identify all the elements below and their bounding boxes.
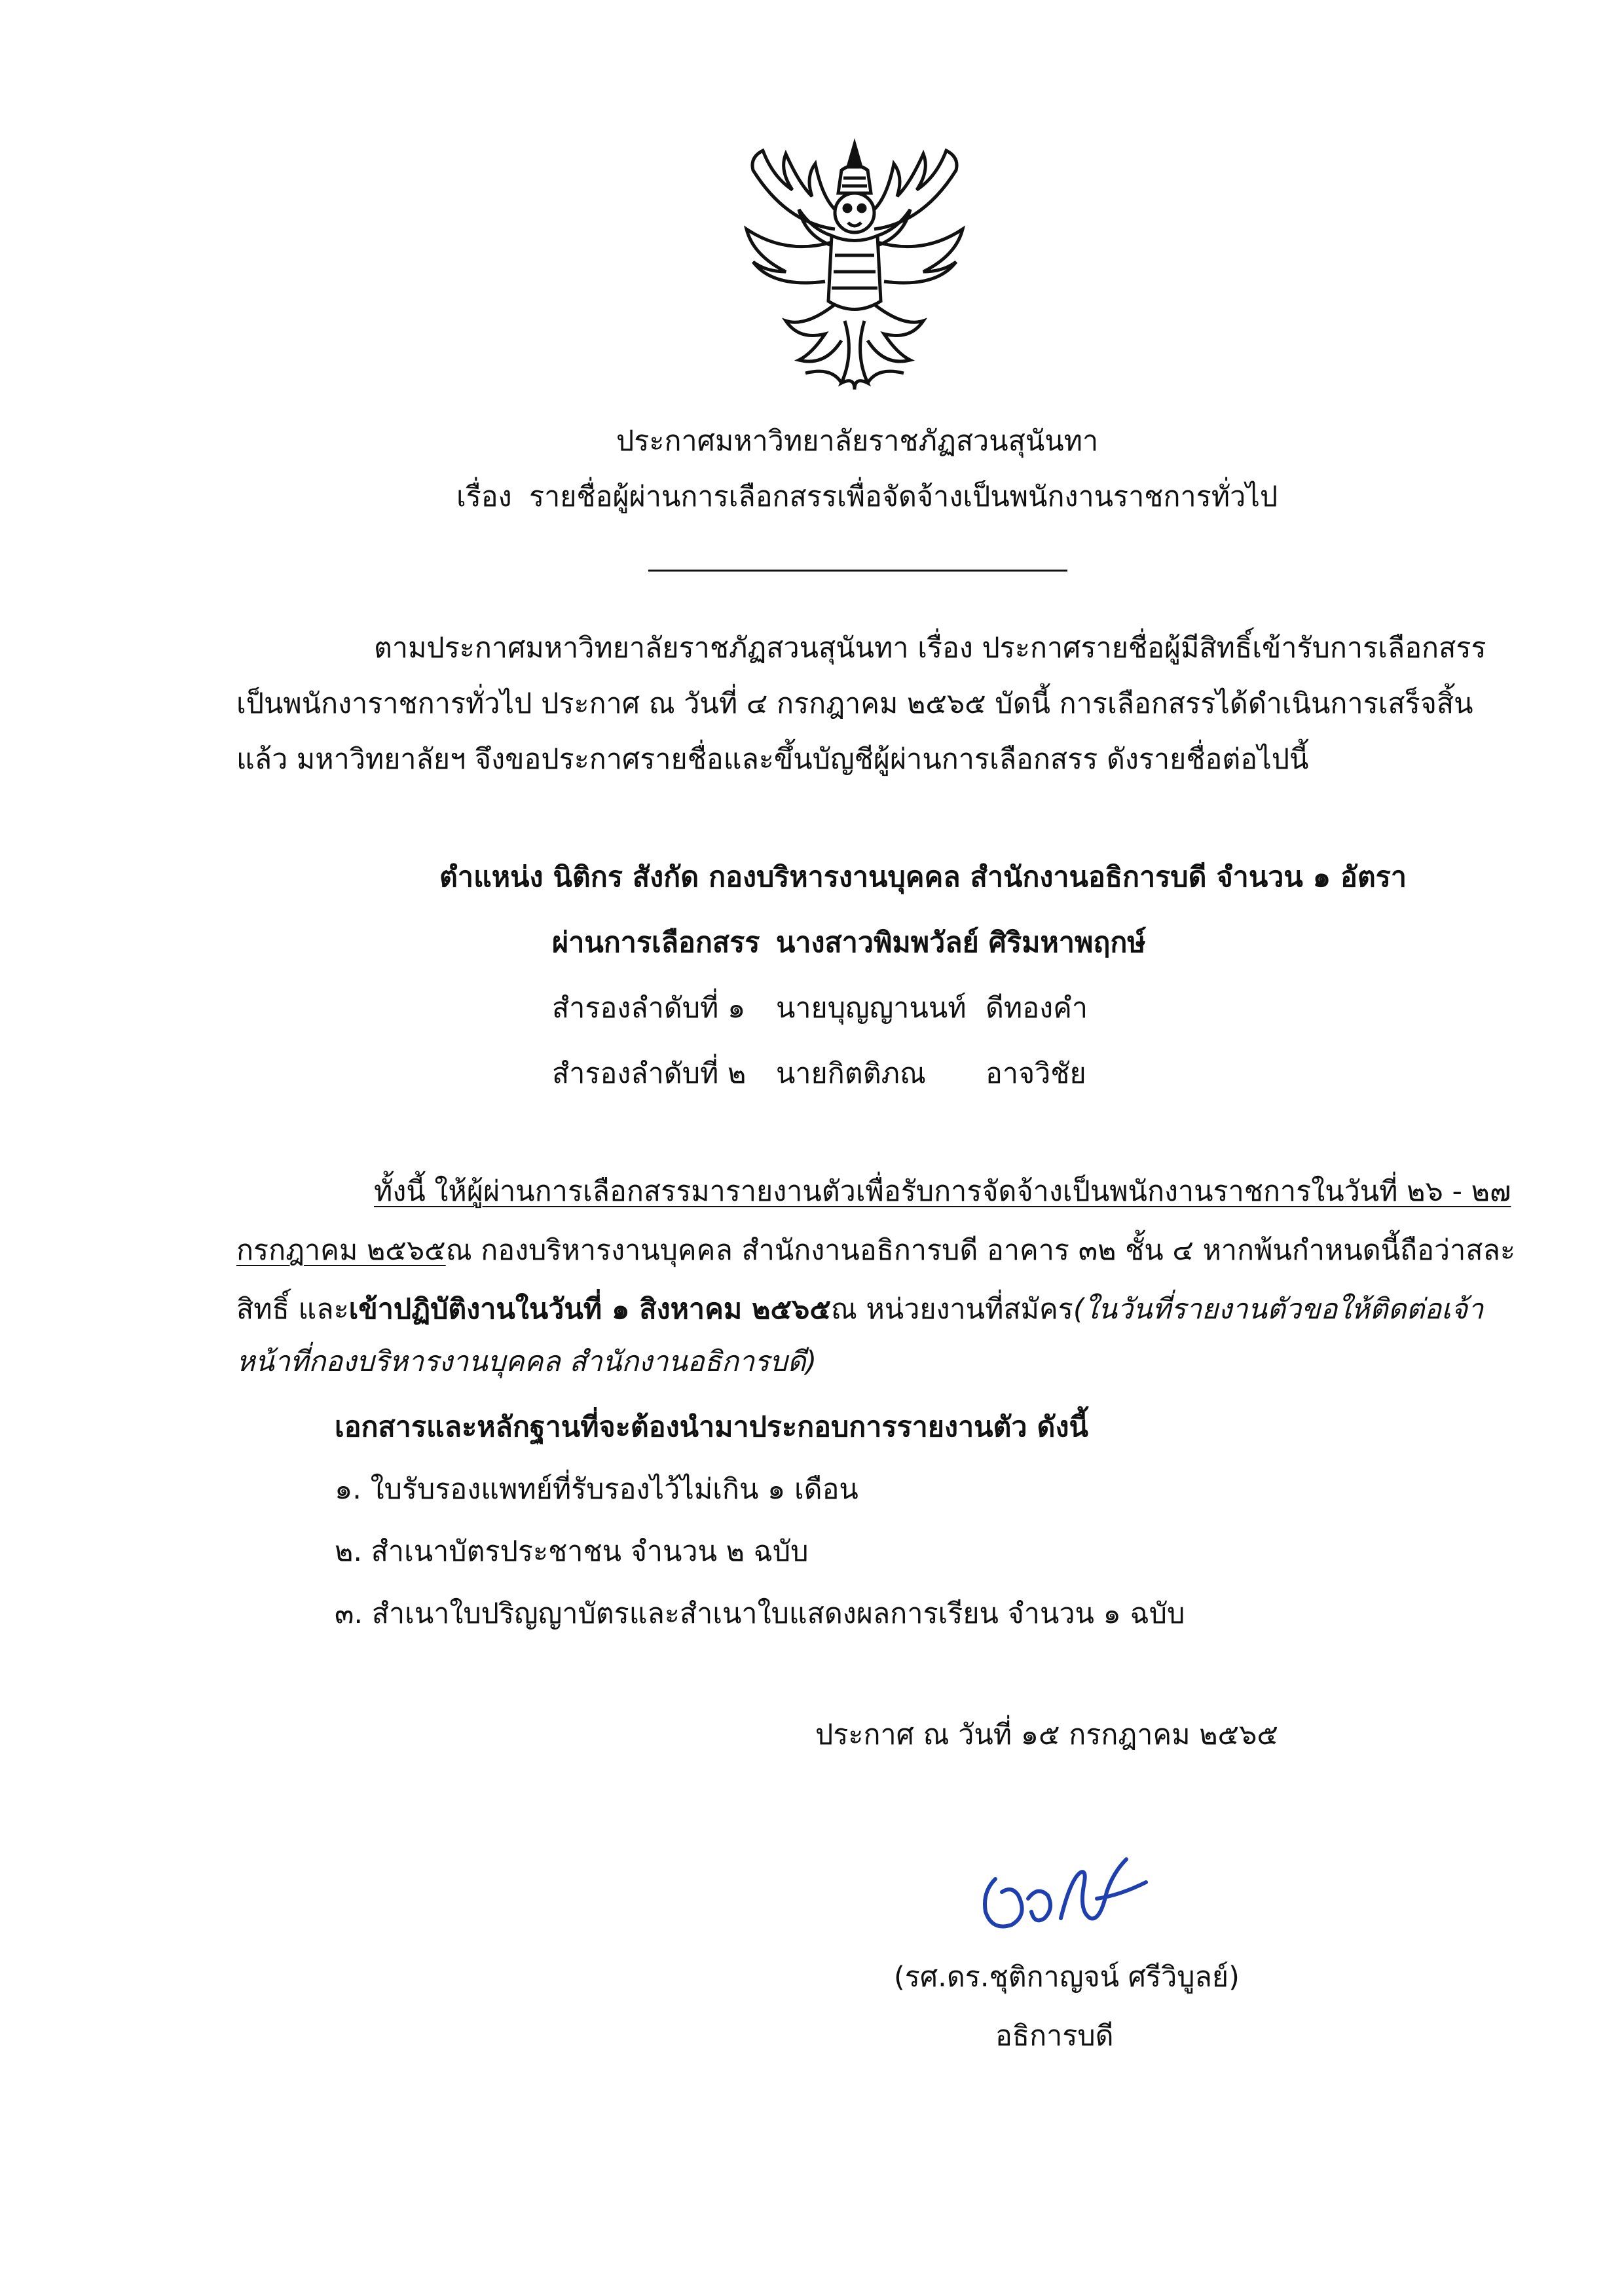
reserve-2-last-name: อาจวิชัย bbox=[986, 1057, 1086, 1090]
garuda-emblem-icon bbox=[727, 131, 982, 393]
report-line-3-middle: ณ หน่วยงานที่สมัคร bbox=[830, 1293, 1073, 1326]
intro-line-3: แล้ว มหาวิทยาลัยฯ จึงขอประกาศรายชื่อและขึ้นบัญชีผู้ผ่านการเลือกสรร ดังรายชื่อต่อไปนี้ bbox=[236, 743, 1309, 776]
report-line-3 bbox=[236, 1290, 1483, 1329]
document-item-3: ๓. สำเนาใบปริญญาบัตรและสำเนาใบแสดงผลการเรียน จำนวน ๑ ฉบับ bbox=[335, 1597, 1185, 1630]
report-note-end: หน้าที่กองบริหารงานบุคคล สำนักงานอธิการบดี) bbox=[236, 1345, 817, 1378]
documents-heading: เอกสารและหลักฐานที่จะต้องนำมาประกอบการรายงานตัว ดังนี้ bbox=[335, 1411, 1088, 1444]
reserve-1-last-name: ดีทองคำ bbox=[986, 992, 1088, 1025]
reserve-2-first-name: นายกิตติภณ bbox=[776, 1057, 926, 1090]
signatory-role: อธิการบดี bbox=[995, 2020, 1114, 2052]
signature-icon bbox=[956, 1833, 1166, 1944]
announcement-date: ประกาศ ณ วันที่ ๑๕ กรกฎาคม ๒๕๖๕ bbox=[815, 1719, 1278, 1751]
report-line-3-start: สิทธิ์ และ bbox=[236, 1293, 349, 1326]
report-line-1: ทั้งนี้ ให้ผู้ผ่านการเลือกสรรมารายงานตัวเพื่อรับการจัดจ้างเป็นพนักงานราชการในวันที่ ๒๖ - ๒๗ bbox=[374, 1175, 1511, 1208]
start-work-date: เข้าปฏิบัติงานในวันที่ ๑ สิงหาคม ๒๕๖๕ bbox=[348, 1293, 831, 1326]
report-date-underlined: กรกฎาคม ๒๕๖๕ bbox=[236, 1234, 446, 1267]
passed-name: นางสาวพิมพวัลย์ ศิริมหาพฤกษ์ bbox=[776, 926, 1146, 959]
intro-line-2: เป็นพนักงาราชการทั่วไป ประกาศ ณ วันที่ ๔ กรกฎาคม ๒๕๖๕ บัดนี้ การเลือกสรรได้ดำเนินการเสร็จสิ้น bbox=[236, 687, 1473, 720]
subject-text: รายชื่อผู้ผ่านการเลือกสรรเพื่อจัดจ้างเป็นพนักงานราชการทั่วไป bbox=[529, 481, 1278, 513]
report-line-2 bbox=[236, 1231, 1515, 1270]
position-heading: ตำแหน่ง นิติกร สังกัด กองบริหารงานบุคคล สำนักงานอธิการบดี จำนวน ๑ อัตรา bbox=[439, 861, 1407, 894]
signatory-name: (รศ.ดร.ชุติกาญจน์ ศรีวิบูลย์) bbox=[894, 1961, 1240, 1994]
document-item-2: ๒. สำเนาบัตรประชาชน จำนวน ๒ ฉบับ bbox=[335, 1535, 809, 1568]
report-line-2-rest: ณ กองบริหารงานบุคคล สำนักงานอธิการบดี อาคาร ๓๒ ชั้น ๔ หากพ้นกำหนดนี้ถือว่าสละ bbox=[445, 1234, 1515, 1267]
intro-line-1: ตามประกาศมหาวิทยาลัยราชภัฏสวนสุนันทา เรื่อง ประกาศรายชื่อผู้มีสิทธิ์เข้ารับการเลือกสรร bbox=[374, 632, 1486, 665]
reserve-1-first-name: นายบุญญานนท์ bbox=[776, 992, 967, 1025]
subject-label: เรื่อง bbox=[456, 481, 512, 513]
reserve-2-label: สำรองลำดับที่ ๒ bbox=[552, 1057, 747, 1090]
reserve-1-label: สำรองลำดับที่ ๑ bbox=[552, 992, 746, 1025]
announcement-title: ประกาศมหาวิทยาลัยราชภัฏสวนสุนันทา bbox=[616, 425, 1099, 458]
passed-label: ผ่านการเลือกสรร bbox=[552, 926, 760, 959]
document-item-1: ๑. ใบรับรองแพทย์ที่รับรองไว้ไม่เกิน ๑ เดือน bbox=[335, 1473, 858, 1506]
title-divider bbox=[648, 570, 1067, 572]
report-note-start: (ในวันที่รายงานตัวขอให้ติดต่อเจ้า bbox=[1073, 1293, 1484, 1326]
